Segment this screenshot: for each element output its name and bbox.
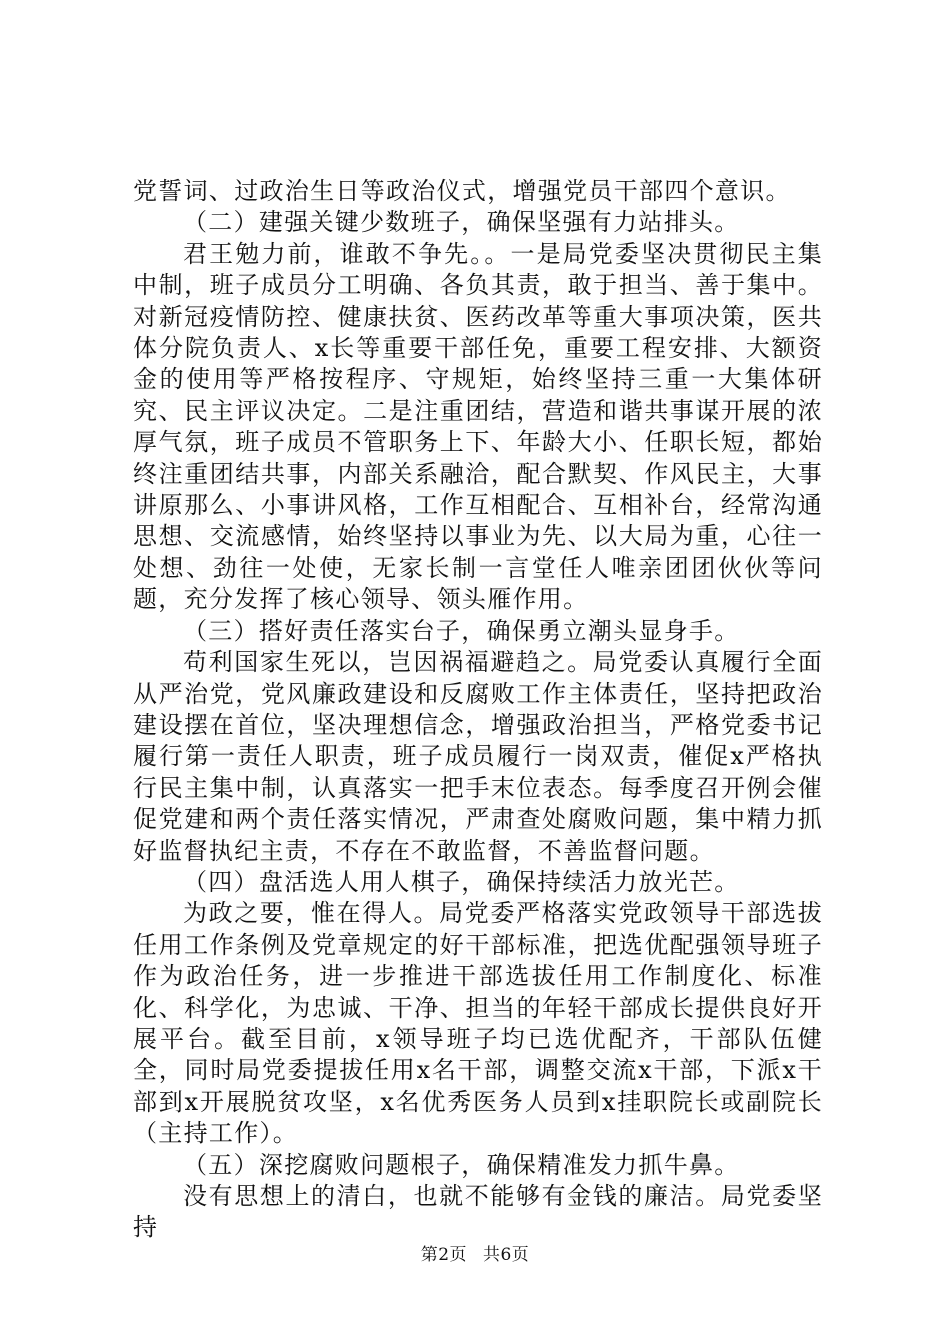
section-heading-5: （五）深挖腐败问题根子，确保精准发力抓牛鼻。	[183, 1150, 740, 1179]
page-total: 共6页	[482, 1245, 530, 1265]
paragraph-continuation: 党誓词、过政治生日等政治仪式，增强党员干部四个意识。	[133, 177, 791, 205]
paragraph-section-2: 君王勉力前，谁敢不争先。。一是局党委坚决贯彻民主集中制，班子成员分工明确、各负其责，敢于担当、善于集中。对新冠疫情防控、健康扶贫、医药改革等重大事项决策，医共体分院负责人、x长等重要干部任免，重要工程安排、大额资金的使用等严格按程序、守规矩，始终坚持三重一大集体研究、民主评议决定。二是注重团结，营造和谐共事谋开展的浓厚气氛，班子成员不管职务上下、年龄大小、任职长短，都始终注重团结共事，内部关系融洽，配合默契、作风民主，大事讲原那么、小事讲风格，工作互相配合、互相补台，经常沟通思想、交流感情，始终坚持以事业为先、以大局为重，心往一处想、劲往一处使，无家长制一言堂任人唯亲团团伙伙等问题，充分发挥了核心领导、领头雁作用。	[133, 239, 823, 614]
page-footer	[0, 1240, 950, 1265]
section-heading-3: （三）搭好责任落实台子，确保勇立潮头显身手。	[183, 616, 740, 645]
document-body	[133, 176, 823, 1244]
page-number: 第2页	[420, 1245, 468, 1265]
section-heading-4: （四）盘活选人用人棋子，确保持续活力放光芒。	[183, 867, 740, 896]
section-heading-2: （二）建强关键少数班子，确保坚强有力站排头。	[183, 208, 740, 237]
paragraph-section-5: 没有思想上的清白，也就不能够有金钱的廉洁。局党委坚持	[133, 1182, 823, 1242]
paragraph-section-3: 苟利国家生死以，岂因祸福避趋之。局党委认真履行全面从严治党，党风廉政建设和反腐败工作主体责任，坚持把政治建设摆在首位，坚决理想信念，增强政治担当，严格党委书记履行第一责任人职责，班子成员履行一岗双责，催促x严格执行民主集中制，认真落实一把手末位表态。每季度召开例会催促党建和两个责任落实情况，严肃查处腐败问题，集中精力抓好监督执纪主责，不存在不敢监督，不善监督问题。	[133, 648, 823, 865]
paragraph-section-4: 为政之要，惟在得人。局党委严格落实党政领导干部选拔任用工作条例及党章规定的好干部标准，把选优配强领导班子作为政治任务，进一步推进干部选拔任用工作制度化、标准化、科学化，为忠诚、干净、担当的年轻干部成长提供良好开展平台。截至目前，x领导班子均已选优配齐，干部队伍健全，同时局党委提拔任用x名干部，调整交流x干部，下派x干部到x开展脱贫攻坚，x名优秀医务人员到x挂职院长或副院长（主持工作）。	[133, 899, 823, 1148]
